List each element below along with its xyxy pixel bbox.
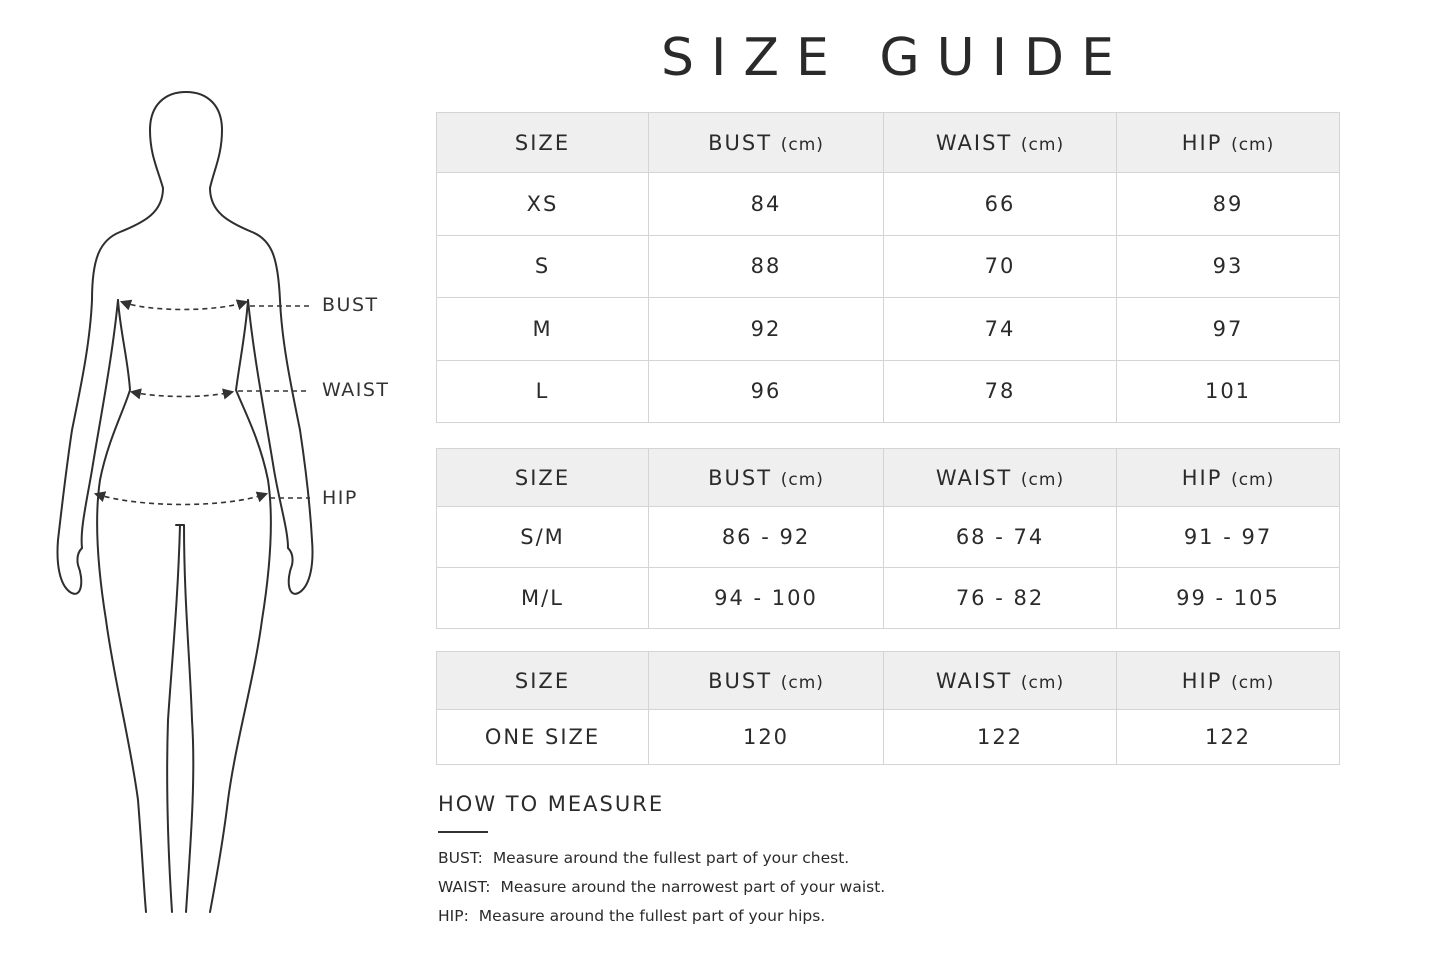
cell-bust: 84	[649, 173, 884, 236]
header-size: SIZE	[437, 652, 649, 710]
cell-hip: 101	[1117, 360, 1340, 423]
header-hip: HIP (cm)	[1117, 652, 1340, 710]
note-text: Measure around the fullest part of your chest.	[492, 849, 850, 867]
table-row	[437, 568, 1340, 629]
waist-label: WAIST	[322, 379, 390, 401]
note-key: BUST:	[438, 849, 483, 867]
body-silhouette-icon	[0, 0, 420, 963]
cell-hip: 89	[1117, 173, 1340, 236]
header-bust: BUST (cm)	[649, 113, 884, 173]
heading-underline	[438, 831, 488, 833]
cell-waist: 76 - 82	[884, 568, 1117, 629]
table-row	[437, 360, 1340, 423]
cell-waist: 74	[884, 298, 1117, 361]
hip-label: HIP	[322, 487, 358, 509]
note-hip	[438, 907, 825, 925]
header-waist: WAIST (cm)	[884, 652, 1117, 710]
cell-size: S	[437, 235, 649, 298]
table-header-row	[437, 449, 1340, 507]
header-waist: WAIST (cm)	[884, 113, 1117, 173]
table-row	[437, 298, 1340, 361]
header-bust: BUST (cm)	[649, 449, 884, 507]
cell-size: XS	[437, 173, 649, 236]
cell-bust: 120	[649, 710, 884, 765]
cell-bust: 96	[649, 360, 884, 423]
cell-waist: 66	[884, 173, 1117, 236]
note-bust	[438, 849, 849, 867]
note-waist	[438, 878, 885, 896]
header-size: SIZE	[437, 113, 649, 173]
table-row	[437, 507, 1340, 568]
table-header-row	[437, 113, 1340, 173]
cell-hip: 91 - 97	[1117, 507, 1340, 568]
size-table-dual	[436, 448, 1340, 629]
header-bust: BUST (cm)	[649, 652, 884, 710]
table-row	[437, 235, 1340, 298]
size-table-one-size	[436, 651, 1340, 765]
cell-waist: 70	[884, 235, 1117, 298]
note-text: Measure around the fullest part of your hips.	[478, 907, 826, 925]
cell-bust: 94 - 100	[649, 568, 884, 629]
note-key: HIP:	[438, 907, 469, 925]
bust-label: BUST	[322, 294, 379, 316]
header-hip: HIP (cm)	[1117, 113, 1340, 173]
table-row	[437, 173, 1340, 236]
cell-hip: 93	[1117, 235, 1340, 298]
page-title: SIZE GUIDE	[661, 28, 1131, 88]
note-key: WAIST:	[438, 878, 491, 896]
header-size: SIZE	[437, 449, 649, 507]
cell-size: M/L	[437, 568, 649, 629]
cell-bust: 86 - 92	[649, 507, 884, 568]
table-row	[437, 710, 1340, 765]
table-header-row	[437, 652, 1340, 710]
cell-hip: 97	[1117, 298, 1340, 361]
cell-waist: 78	[884, 360, 1117, 423]
header-hip: HIP (cm)	[1117, 449, 1340, 507]
cell-waist: 68 - 74	[884, 507, 1117, 568]
body-measurement-figure	[0, 0, 420, 963]
header-waist: WAIST (cm)	[884, 449, 1117, 507]
size-table-standard	[436, 112, 1340, 423]
cell-waist: 122	[884, 710, 1117, 765]
cell-bust: 88	[649, 235, 884, 298]
cell-bust: 92	[649, 298, 884, 361]
cell-size: L	[437, 360, 649, 423]
note-text: Measure around the narrowest part of your waist.	[500, 878, 886, 896]
cell-size: M	[437, 298, 649, 361]
cell-hip: 122	[1117, 710, 1340, 765]
cell-hip: 99 - 105	[1117, 568, 1340, 629]
cell-size: S/M	[437, 507, 649, 568]
cell-size: ONE SIZE	[437, 710, 649, 765]
how-to-measure-heading: HOW TO MEASURE	[438, 792, 665, 816]
